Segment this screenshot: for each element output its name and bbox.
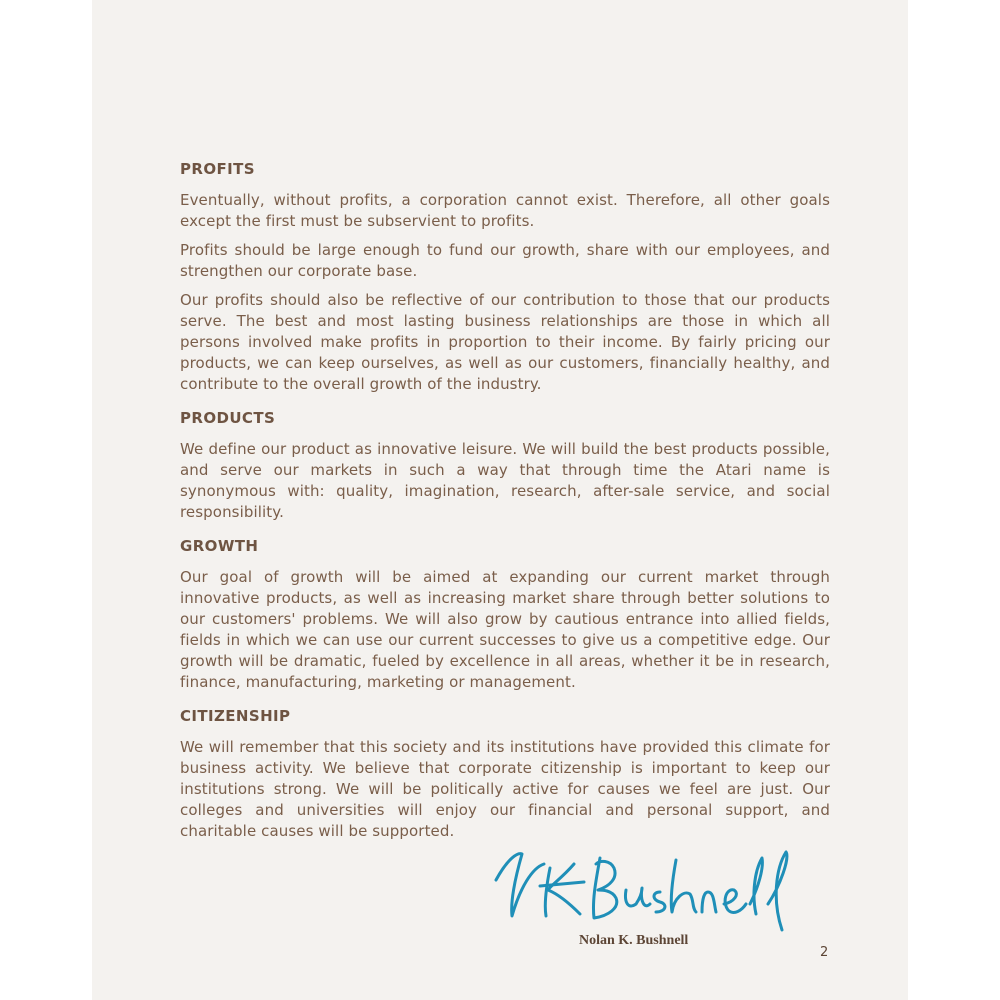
paragraph: We define our product as innovative leisure. We will build the best products possible, and serve our markets in such a way that through time the Atari name is synonymous with: quality, imagination, research, after-sale service, and social responsibility. — [180, 440, 830, 521]
paragraph: Our profits should also be reflective of our contribution to those that our products serve. The best and most lasting business relationships are those in which all persons involved make profits in proportion to their income. By fairly pricing our products, we can keep ourselves, as well as our customers, financially healthy, and contribute to the overall growth of the industry. — [180, 291, 830, 393]
section-heading: GROWTH — [180, 537, 259, 555]
signer-name: Nolan K. Bushnell — [579, 933, 689, 948]
paragraph: Eventually, without profits, a corporation cannot exist. Therefore, all other goals except the first must be subservient to profits. — [180, 191, 830, 230]
document-body — [180, 160, 830, 850]
section-citizenship — [180, 707, 830, 842]
section-heading: PROFITS — [180, 160, 255, 178]
section-growth — [180, 537, 830, 693]
page-number: 2 — [820, 945, 829, 960]
section-heading: PRODUCTS — [180, 409, 276, 427]
section-products — [180, 409, 830, 523]
section-heading: CITIZENSHIP — [180, 707, 291, 725]
paragraph: Profits should be large enough to fund our growth, share with our employees, and strengthen our corporate base. — [180, 241, 830, 280]
handwritten-signature — [488, 838, 828, 938]
document-page — [92, 0, 908, 1000]
paragraph: Our goal of growth will be aimed at expanding our current market through innovative products, as well as increasing market share through better solutions to our customers' problems. We will also grow by cautious entrance into allied fields, fields in which we can use our current successes to give us a competitive edge. Our growth will be dramatic, fueled by excellence in all areas, whether it be in research, finance, manufacturing, marketing or management. — [180, 568, 830, 691]
paragraph: We will remember that this society and its institutions have provided this climate for business activity. We believe that corporate citizenship is important to keep our institutions strong. We will be politically active for causes we feel are just. Our colleges and universities will enjoy our financial and personal support, and charitable causes will be supported. — [180, 738, 830, 840]
section-profits — [180, 160, 830, 395]
